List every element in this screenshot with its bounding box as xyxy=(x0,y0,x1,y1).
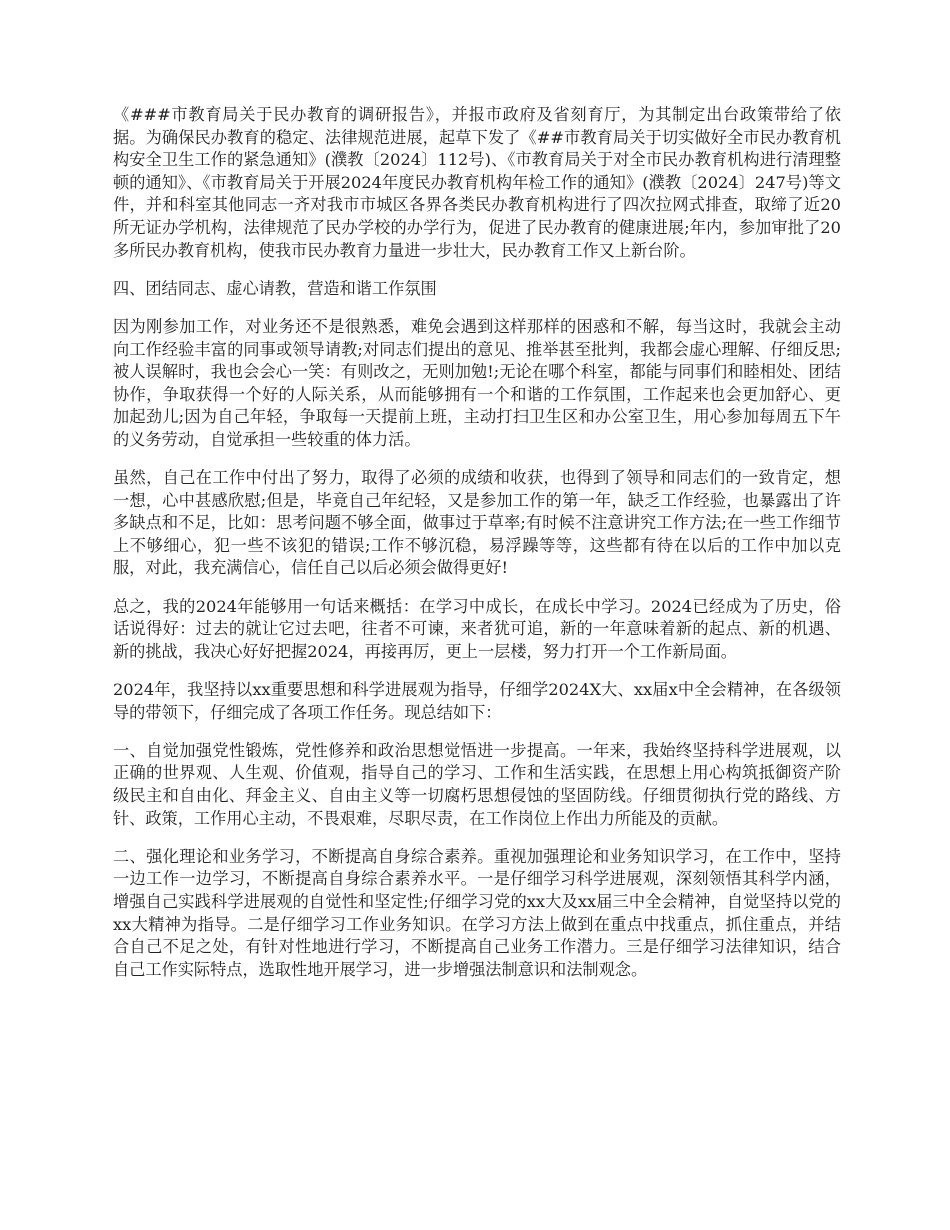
document-page xyxy=(113,104,841,997)
paragraph-year-intro: 2024年，我坚持以xx重要思想和科学进展观为指导，仔细学2024X大、xx届x中全会精神，在各级领导的带领下，仔细完成了各项工作任务。现总结如下： xyxy=(113,680,841,722)
paragraph-regulation-work: 《###市教育局关于民办教育的调研报告》，并报市政府及省刻育厅，为其制定出台政策带给了依据。为确保民办教育的稳定、法律规范进展，起草下发了《##市教育局关于切实做好全市民办教育机构安全卫生工作的紧急通知》(濮教〔2024〕112号)、《市教育局关于对全市民办教育机构进行清理整顿的通知》、《市教育局关于开展2024年度民办教育机构年检工作的通知》(濮教〔2024〕247号)等文件，并和科室其他同志一齐对我市市城区各界各类民办教育机构进行了四次拉网式排查，取缔了近20所无证办学机构，法律规范了民办学校的办学行为，促进了民办教育的健康进展;年内，参加审批了20多所民办教育机构，使我市民办教育力量进一步壮大，民办教育工作又上新台阶。 xyxy=(113,105,841,260)
paragraph-colleagues: 因为刚参加工作，对业务还不是很熟悉，难免会遇到这样那样的困惑和不解，每当这时，我就会主动向工作经验丰富的同事或领导请教;对同志们提出的意见、推举甚至批判，我都会虚心理解、仔细反思;被人误解时，我也会会心一笑：有则改之，无则加勉!;无论在哪个科室，都能与同事们和睦相处、团结协作，争取获得一个好的人际关系，从而能够拥有一个和谐的工作氛围，工作起来也会更加舒心、更加起劲儿;因为自己年轻，争取每一天提前上班，主动打扫卫生区和办公室卫生，用心参加每周五下午的义务劳动，自觉承担一些较重的体力活。 xyxy=(113,316,841,449)
paragraph-summary: 总之，我的2024年能够用一句话来概括：在学习中成长，在成长中学习。2024已经成为了历史，俗话说得好：过去的就让它过去吧，往者不可谏，来者犹可追，新的一年意味着新的起点、新的机遇、新的挑战，我决心好好把握2024，再接再厉，更上一层楼，努力打开一个工作新局面。 xyxy=(113,596,841,661)
paragraph-shortcomings: 虽然，自己在工作中付出了努力，取得了必须的成绩和收获，也得到了领导和同志们的一致肯定，想一想，心中甚感欣慰;但是，毕竟自己年纪轻，又是参加工作的第一年，缺乏工作经验，也暴露出了许多缺点和不足，比如：思考问题不够全面，做事过于草率;有时候不注意讲究工作方法;在一些工作细节上不够细心，犯一些不该犯的错误;工作不够沉稳，易浮躁等等，这些都有待在以后的工作中加以克服，对此，我充满信心，信任自己以后必须会做得更好! xyxy=(113,468,841,578)
section-heading-unity: 四、团结同志、虚心请教，营造和谐工作氛围 xyxy=(113,278,437,298)
paragraph-party-spirit: 一、自觉加强党性锻炼，党性修养和政治思想觉悟进一步提高。一年来，我始终坚持科学进展观，以正确的世界观、人生观、价值观，指导自己的学习、工作和生活实践，在思想上用心构筑抵御资产阶级民主和自由化、拜金主义、自由主义等一切腐朽思想侵蚀的坚固防线。仔细贯彻执行党的路线、方针、政策，工作用心主动，不畏艰难，尽职尽责，在工作岗位上作出力所能及的贡献。 xyxy=(113,740,841,828)
paragraph-study: 二、强化理论和业务学习，不断提高自身综合素养。重视加强理论和业务知识学习，在工作中，坚持一边工作一边学习，不断提高自身综合素养水平。一是仔细学习科学进展观，深刻领悟其科学内涵，增强自己实践科学进展观的自觉性和坚定性;仔细学习党的xx大及xx届三中全会精神，自觉坚持以党的xx大精神为指导。二是仔细学习工作业务知识。在学习方法上做到在重点中找重点，抓住重点，并结合自己不足之处，有针对性地进行学习，不断提高自己业务工作潜力。三是仔细学习法律知识，结合自己工作实际特点，选取性地开展学习，进一步增强法制意识和法制观念。 xyxy=(113,846,841,979)
